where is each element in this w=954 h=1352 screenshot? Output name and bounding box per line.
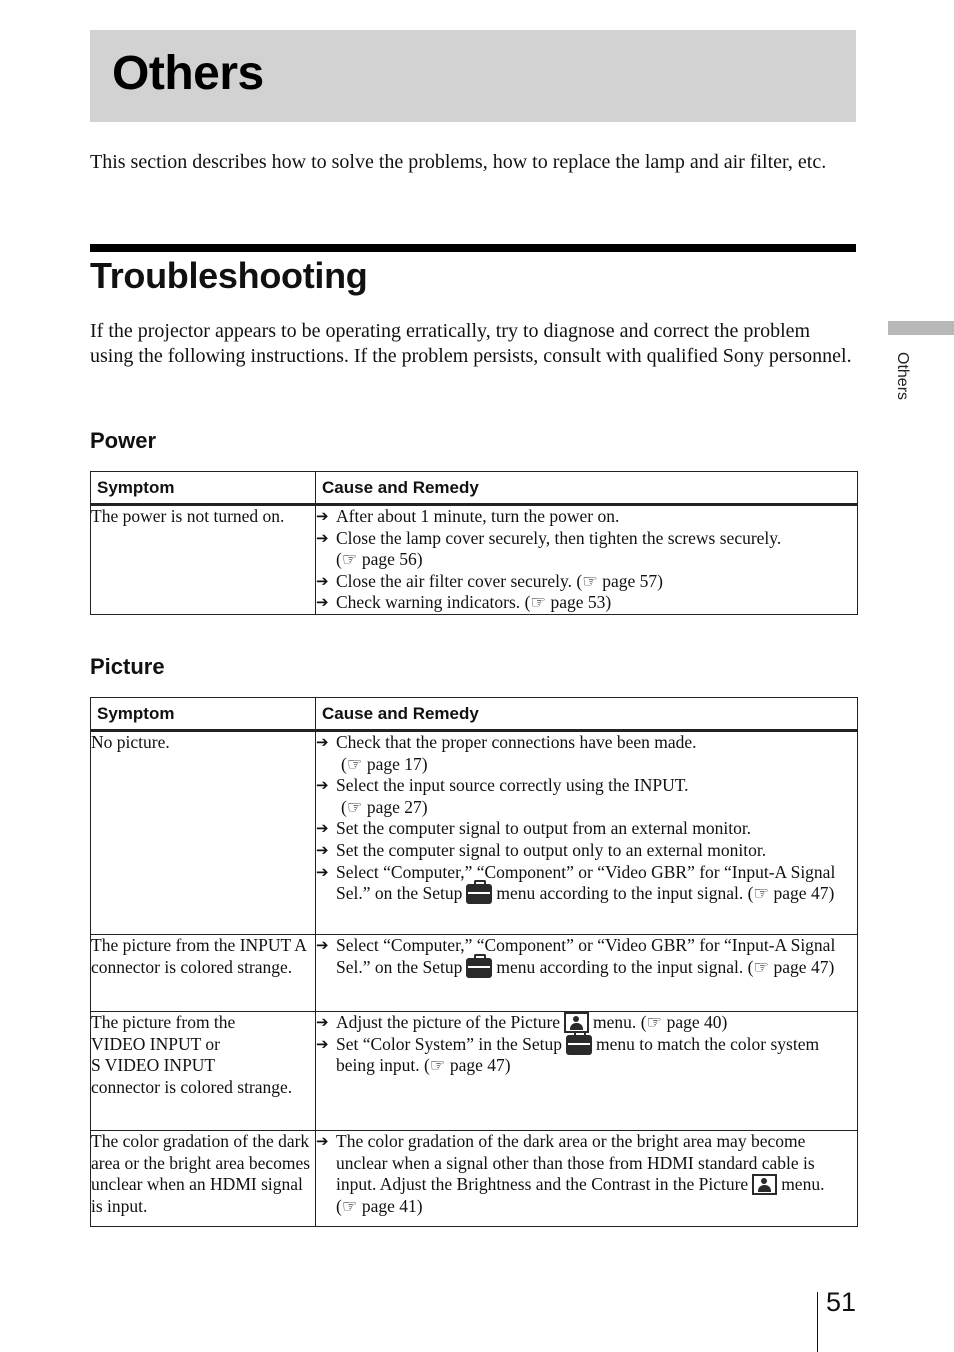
section-lead: If the projector appears to be operating erratically, try to diagnose and correct the problem using the following instructions. If the problem persists, consult with qualified Sony personnel. — [90, 320, 852, 367]
right-arrow-icon: ➔ — [316, 776, 329, 795]
remedy-item: ➔ Check warning indicators. (☞ page 53) — [316, 592, 612, 613]
intro-paragraph: This section describes how to solve the problems, how to replace the lamp and air filter, etc. — [90, 151, 827, 173]
page-number: 51 — [826, 1287, 857, 1317]
setup-toolbox-icon — [566, 1035, 592, 1055]
page-ref: (☞ page 57) — [576, 570, 664, 591]
picture-menu-icon — [752, 1174, 777, 1195]
remedy-header: Cause and Remedy — [316, 472, 858, 505]
page-ref: (☞ page 41) — [336, 1195, 423, 1216]
table-row — [91, 1131, 858, 1227]
remedy-item: ➔ Set the computer signal to output from an external monitor. — [316, 818, 752, 839]
remedy-item: ➔ Close the lamp cover securely, then tighten the screws securely. (☞ page 56) — [316, 527, 782, 570]
remedy-item: ➔ Set “Color System” in the Setup menu to match the color system being input. (☞ page 47) — [316, 1033, 820, 1076]
power-heading: Power — [90, 428, 157, 453]
remedy-item: ➔ Close the air filter cover securely. (☞ page 57) — [316, 570, 664, 591]
right-arrow-icon: ➔ — [316, 936, 329, 954]
setup-toolbox-icon — [466, 884, 492, 904]
remedy-header: Cause and Remedy — [316, 698, 858, 731]
remedy-item: ➔ Check that the proper connections have been made. (☞ page 17) — [316, 732, 697, 774]
symptom-cell: The power is not turned on. — [91, 505, 316, 615]
right-arrow-icon: ➔ — [316, 1034, 329, 1053]
table-row — [91, 731, 858, 935]
section-title: Troubleshooting — [90, 255, 368, 296]
right-arrow-icon: ➔ — [316, 1132, 329, 1150]
chapter-side-tab — [888, 321, 954, 335]
symptom-header: Symptom — [91, 472, 316, 505]
table-row — [91, 505, 858, 615]
chapter-side-label: Others — [894, 352, 911, 401]
right-arrow-icon: ➔ — [316, 593, 329, 612]
setup-toolbox-icon — [466, 958, 492, 978]
page-ref: (☞ page 27) — [341, 796, 428, 817]
remedy-item: ➔ Select the input source correctly using the INPUT. (☞ page 27) — [316, 775, 689, 817]
remedy-cell — [316, 1131, 858, 1227]
right-arrow-icon: ➔ — [316, 571, 329, 590]
symptom-cell: The picture from the INPUT A connector is colored strange. — [91, 935, 316, 1012]
section-rule — [90, 244, 856, 252]
symptom-cell: No picture. — [91, 731, 316, 935]
picture-table — [90, 697, 858, 1227]
right-arrow-icon: ➔ — [316, 528, 329, 547]
right-arrow-icon: ➔ — [316, 840, 329, 859]
right-arrow-icon: ➔ — [316, 1013, 329, 1031]
page-ref: (☞ page 47) — [747, 956, 835, 977]
page-ref: (☞ page 56) — [336, 549, 423, 570]
picture-menu-icon — [564, 1012, 589, 1033]
table-row — [91, 1012, 858, 1131]
remedy-item: ➔ Adjust the picture of the Picture menu. (☞ page 40) — [316, 1012, 728, 1032]
remedy-item: ➔ Select “Computer,” “Component” or “Video GBR” for “Input-A Signal Sel.” on the Setup menu according to the input signal. (☞ page 47) — [316, 861, 836, 904]
chapter-header — [90, 30, 856, 122]
right-arrow-icon: ➔ — [316, 862, 329, 881]
remedy-item: ➔ Set the computer signal to output only to an external monitor. — [316, 839, 767, 860]
picture-heading: Picture — [90, 654, 165, 679]
remedy-item: ➔ After about 1 minute, turn the power on. — [316, 506, 620, 526]
remedy-cell — [316, 731, 858, 935]
remedy-cell — [316, 935, 858, 1012]
right-arrow-icon: ➔ — [316, 819, 329, 838]
page-ref: (☞ page 40) — [640, 1012, 728, 1032]
remedy-cell — [316, 1012, 858, 1131]
remedy-item: ➔ Select “Computer,” “Component” or “Video GBR” for “Input-A Signal Sel.” on the Setup menu according to the input signal. (☞ page 47) — [316, 935, 836, 977]
chapter-title: Others — [112, 47, 264, 100]
right-arrow-icon: ➔ — [316, 733, 329, 751]
page-ref: (☞ page 47) — [423, 1055, 511, 1076]
right-arrow-icon: ➔ — [316, 507, 329, 525]
page-ref: (☞ page 47) — [747, 883, 835, 904]
table-row — [91, 935, 858, 1012]
power-table — [90, 471, 858, 615]
remedy-item: ➔ The color gradation of the dark area or the bright area may become unclear when a signal other than those from HDMI standard cable is input. Adjust the Brightness and the Contrast in the Picture menu. (☞ page 41) — [316, 1131, 825, 1216]
page-ref: (☞ page 53) — [524, 592, 612, 613]
page-number-rule — [817, 1292, 818, 1352]
remedy-cell — [316, 505, 858, 615]
symptom-cell: The picture from the VIDEO INPUT or S VIDEO INPUT connector is colored strange. — [91, 1012, 316, 1131]
page-ref: (☞ page 17) — [341, 753, 428, 774]
symptom-header: Symptom — [91, 698, 316, 731]
symptom-cell: The color gradation of the dark area or the bright area becomes unclear when an HDMI signal is input. — [91, 1131, 316, 1227]
